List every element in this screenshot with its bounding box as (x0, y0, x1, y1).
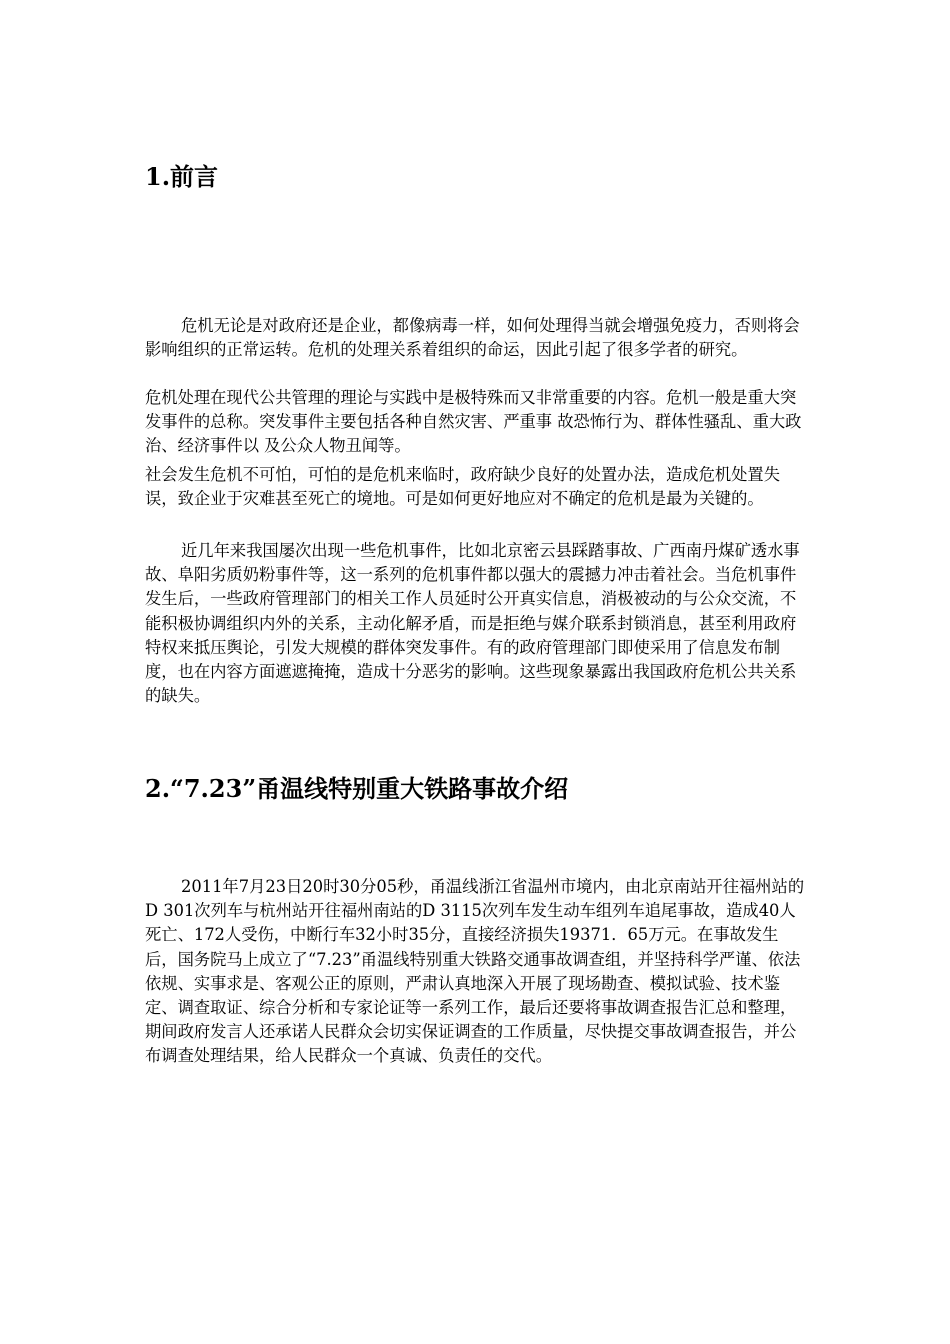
section-heading-accident: 2.“7.23”甬温线特别重大铁路事故介绍 (145, 774, 569, 803)
paragraph: 危机无论是对政府还是企业，都像病毒一样，如何处理得当就会增强免疫力，否则将会影响组织的正常运转。危机的处理关系着组织的命运，因此引起了很多学者的研究。 (145, 316, 800, 360)
section-heading-preface: 1.前言 (145, 162, 219, 191)
paragraph: 2011年7月23日20时30分05秒，甬温线浙江省温州市境内，由北京南站开往福州站的D 301次列车与杭州站开往福州南站的D 3115次列车发生动车组列车追尾事故，造成40人死亡、172人受伤，中断行车32小时35分，直接经济损失19371．65万元。在事故发生后，国务院马上成立了“7.23”甬温线特别重大铁路交通事故调查组，并坚持科学严谨、依法依规、实事求是、客观公正的原则，严肃认真地深入开展了现场勘查、模拟试验、技术鉴定、调查取证、综合分析和专家论证等一系列工作，最后还要将事故调查报告汇总和整理，期间政府发言人还承诺人民群众会切实保证调查的工作质量，尽快提交事故调查报告，并公布调查处理结果，给人民群众一个真诚、负责任的交代。 (145, 877, 805, 1066)
paragraph: 近几年来我国屡次出现一些危机事件，比如北京密云县踩踏事故、广西南丹煤矿透水事故、阜阳劣质奶粉事件等，这一系列的危机事件都以强大的震撼力冲击着社会。当危机事件发生后，一些政府管理部门的相关工作人员延时公开真实信息，消极被动的与公众交流，不能积极协调组织内外的关系，主动化解矛盾，而是拒绝与媒介联系封锁消息，甚至利用政府特权来抵压舆论，引发大规模的群体突发事件。有的政府管理部门即使采用了信息发布制度，也在内容方面遮遮掩掩，造成十分恶劣的影响。这些现象暴露出我国政府危机公共关系的缺失。 (145, 541, 800, 706)
paragraph: 危机处理在现代公共管理的理论与实践中是极特殊而又非常重要的内容。危机一般是重大突发事件的总称。突发事件主要包括各种自然灾害、严重事 故恐怖行为、群体性骚乱、重大政治、经济事件以 及公众人物丑闻等。 (145, 388, 802, 456)
paragraph: 社会发生危机不可怕，可怕的是危机来临时，政府缺少良好的处置办法，造成危机处置失误，致企业于灾难甚至死亡的境地。可是如何更好地应对不确定的危机是最为关键的。 (145, 465, 780, 509)
